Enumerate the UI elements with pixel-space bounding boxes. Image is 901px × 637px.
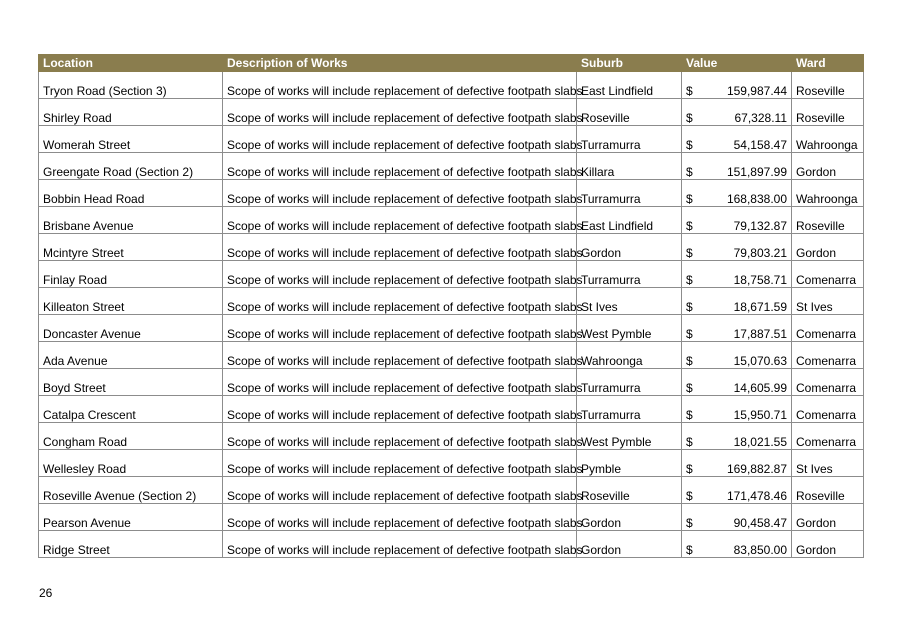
- cell-suburb: Gordon: [577, 531, 682, 558]
- value-amount: 83,850.00: [733, 543, 787, 557]
- cell-ward: Roseville: [792, 72, 864, 99]
- cell-ward: Comenarra: [792, 315, 864, 342]
- currency-symbol: $: [686, 111, 693, 125]
- cell-location: Greengate Road (Section 2): [39, 153, 223, 180]
- cell-suburb: St Ives: [577, 288, 682, 315]
- cell-suburb: Pymble: [577, 450, 682, 477]
- cell-value: [682, 72, 792, 99]
- table-row: [39, 450, 864, 477]
- cell-location: Pearson Avenue: [39, 504, 223, 531]
- cell-value: [682, 261, 792, 288]
- cell-description: Scope of works will include replacement of defective footpath slabs: [223, 504, 577, 531]
- table-row: [39, 207, 864, 234]
- works-table: [38, 54, 864, 558]
- cell-suburb: Turramurra: [577, 180, 682, 207]
- cell-location: Wellesley Road: [39, 450, 223, 477]
- value-amount: 15,950.71: [733, 408, 787, 422]
- currency-symbol: $: [686, 381, 693, 395]
- cell-location: Womerah Street: [39, 126, 223, 153]
- cell-description: Scope of works will include replacement of defective footpath slabs: [223, 531, 577, 558]
- cell-value: [682, 477, 792, 504]
- currency-symbol: $: [686, 219, 693, 233]
- value-amount: 17,887.51: [733, 327, 787, 341]
- cell-suburb: Roseville: [577, 99, 682, 126]
- value-amount: 90,458.47: [733, 516, 787, 530]
- table-row: [39, 504, 864, 531]
- cell-location: Catalpa Crescent: [39, 396, 223, 423]
- cell-description: Scope of works will include replacement of defective footpath slabs: [223, 396, 577, 423]
- table-row: [39, 342, 864, 369]
- cell-value: [682, 126, 792, 153]
- cell-value: [682, 99, 792, 126]
- table-row: [39, 396, 864, 423]
- table-body: [39, 72, 864, 558]
- value-amount: 67,328.11: [734, 111, 787, 125]
- cell-location: Bobbin Head Road: [39, 180, 223, 207]
- cell-suburb: Killara: [577, 153, 682, 180]
- cell-location: Mcintyre Street: [39, 234, 223, 261]
- cell-description: Scope of works will include replacement of defective footpath slabs: [223, 180, 577, 207]
- cell-value: [682, 531, 792, 558]
- cell-description: Scope of works will include replacement of defective footpath slabs: [223, 342, 577, 369]
- cell-ward: Comenarra: [792, 342, 864, 369]
- cell-ward: St Ives: [792, 288, 864, 315]
- header-description: Description of Works: [223, 55, 577, 72]
- cell-ward: Roseville: [792, 207, 864, 234]
- cell-suburb: Turramurra: [577, 396, 682, 423]
- cell-suburb: Gordon: [577, 234, 682, 261]
- cell-ward: Wahroonga: [792, 126, 864, 153]
- cell-ward: Roseville: [792, 99, 864, 126]
- cell-suburb: Wahroonga: [577, 342, 682, 369]
- value-amount: 169,882.87: [726, 462, 787, 476]
- currency-symbol: $: [686, 165, 693, 179]
- header-ward: Ward: [792, 55, 864, 72]
- currency-symbol: $: [686, 435, 693, 449]
- cell-location: Tryon Road (Section 3): [39, 72, 223, 99]
- cell-suburb: Gordon: [577, 504, 682, 531]
- value-amount: 79,803.21: [733, 246, 787, 260]
- cell-ward: Roseville: [792, 477, 864, 504]
- cell-ward: Gordon: [792, 531, 864, 558]
- cell-description: Scope of works will include replacement of defective footpath slabs: [223, 99, 577, 126]
- value-amount: 18,671.59: [733, 300, 787, 314]
- cell-suburb: East Lindfield: [577, 207, 682, 234]
- cell-location: Ada Avenue: [39, 342, 223, 369]
- value-amount: 151,897.99: [726, 165, 787, 179]
- table-row: [39, 315, 864, 342]
- cell-value: [682, 450, 792, 477]
- cell-value: [682, 342, 792, 369]
- table-row: [39, 369, 864, 396]
- table-row: [39, 153, 864, 180]
- cell-ward: Gordon: [792, 234, 864, 261]
- cell-value: [682, 423, 792, 450]
- cell-ward: Comenarra: [792, 396, 864, 423]
- cell-ward: Comenarra: [792, 369, 864, 396]
- cell-value: [682, 207, 792, 234]
- value-amount: 79,132.87: [733, 219, 787, 233]
- cell-ward: Comenarra: [792, 261, 864, 288]
- cell-suburb: West Pymble: [577, 423, 682, 450]
- cell-description: Scope of works will include replacement of defective footpath slabs: [223, 477, 577, 504]
- currency-symbol: $: [686, 192, 693, 206]
- table-row: [39, 72, 864, 99]
- cell-description: Scope of works will include replacement of defective footpath slabs: [223, 369, 577, 396]
- cell-ward: Gordon: [792, 504, 864, 531]
- value-amount: 18,021.55: [733, 435, 787, 449]
- currency-symbol: $: [686, 354, 693, 368]
- cell-location: Brisbane Avenue: [39, 207, 223, 234]
- cell-ward: St Ives: [792, 450, 864, 477]
- header-value: Value: [682, 55, 792, 72]
- value-amount: 15,070.63: [733, 354, 787, 368]
- table-header-row: [39, 55, 864, 72]
- table-row: [39, 234, 864, 261]
- cell-description: Scope of works will include replacement of defective footpath slabs: [223, 450, 577, 477]
- header-suburb: Suburb: [577, 55, 682, 72]
- cell-description: Scope of works will include replacement of defective footpath slabs: [223, 423, 577, 450]
- currency-symbol: $: [686, 516, 693, 530]
- value-amount: 168,838.00: [726, 192, 787, 206]
- cell-description: Scope of works will include replacement of defective footpath slabs: [223, 153, 577, 180]
- cell-location: Killeaton Street: [39, 288, 223, 315]
- currency-symbol: $: [686, 543, 693, 557]
- table-row: [39, 477, 864, 504]
- cell-description: Scope of works will include replacement of defective footpath slabs: [223, 315, 577, 342]
- cell-location: Congham Road: [39, 423, 223, 450]
- cell-location: Boyd Street: [39, 369, 223, 396]
- cell-location: Ridge Street: [39, 531, 223, 558]
- cell-suburb: East Lindfield: [577, 72, 682, 99]
- cell-suburb: Turramurra: [577, 261, 682, 288]
- cell-description: Scope of works will include replacement of defective footpath slabs: [223, 72, 577, 99]
- cell-description: Scope of works will include replacement of defective footpath slabs: [223, 261, 577, 288]
- value-amount: 14,605.99: [733, 381, 787, 395]
- cell-value: [682, 369, 792, 396]
- value-amount: 171,478.46: [726, 489, 787, 503]
- cell-description: Scope of works will include replacement of defective footpath slabs: [223, 288, 577, 315]
- currency-symbol: $: [686, 84, 693, 98]
- cell-value: [682, 288, 792, 315]
- table-row: [39, 531, 864, 558]
- cell-value: [682, 504, 792, 531]
- value-amount: 54,158.47: [733, 138, 787, 152]
- currency-symbol: $: [686, 489, 693, 503]
- cell-ward: Gordon: [792, 153, 864, 180]
- currency-symbol: $: [686, 408, 693, 422]
- currency-symbol: $: [686, 138, 693, 152]
- cell-value: [682, 396, 792, 423]
- table-row: [39, 180, 864, 207]
- table-row: [39, 423, 864, 450]
- cell-location: Doncaster Avenue: [39, 315, 223, 342]
- currency-symbol: $: [686, 300, 693, 314]
- cell-location: Roseville Avenue (Section 2): [39, 477, 223, 504]
- value-amount: 18,758.71: [733, 273, 787, 287]
- cell-description: Scope of works will include replacement of defective footpath slabs: [223, 207, 577, 234]
- cell-value: [682, 315, 792, 342]
- cell-suburb: West Pymble: [577, 315, 682, 342]
- cell-location: Shirley Road: [39, 99, 223, 126]
- cell-suburb: Roseville: [577, 477, 682, 504]
- currency-symbol: $: [686, 462, 693, 476]
- table-row: [39, 99, 864, 126]
- cell-value: [682, 153, 792, 180]
- header-location: Location: [39, 55, 223, 72]
- currency-symbol: $: [686, 273, 693, 287]
- currency-symbol: $: [686, 246, 693, 260]
- table-row: [39, 261, 864, 288]
- cell-location: Finlay Road: [39, 261, 223, 288]
- cell-value: [682, 180, 792, 207]
- table-row: [39, 126, 864, 153]
- value-amount: 159,987.44: [726, 84, 787, 98]
- table-row: [39, 288, 864, 315]
- cell-description: Scope of works will include replacement of defective footpath slabs: [223, 126, 577, 153]
- cell-value: [682, 234, 792, 261]
- page-number: 26: [39, 586, 53, 600]
- cell-suburb: Turramurra: [577, 126, 682, 153]
- cell-description: Scope of works will include replacement of defective footpath slabs: [223, 234, 577, 261]
- cell-suburb: Turramurra: [577, 369, 682, 396]
- currency-symbol: $: [686, 327, 693, 341]
- cell-ward: Wahroonga: [792, 180, 864, 207]
- cell-ward: Comenarra: [792, 423, 864, 450]
